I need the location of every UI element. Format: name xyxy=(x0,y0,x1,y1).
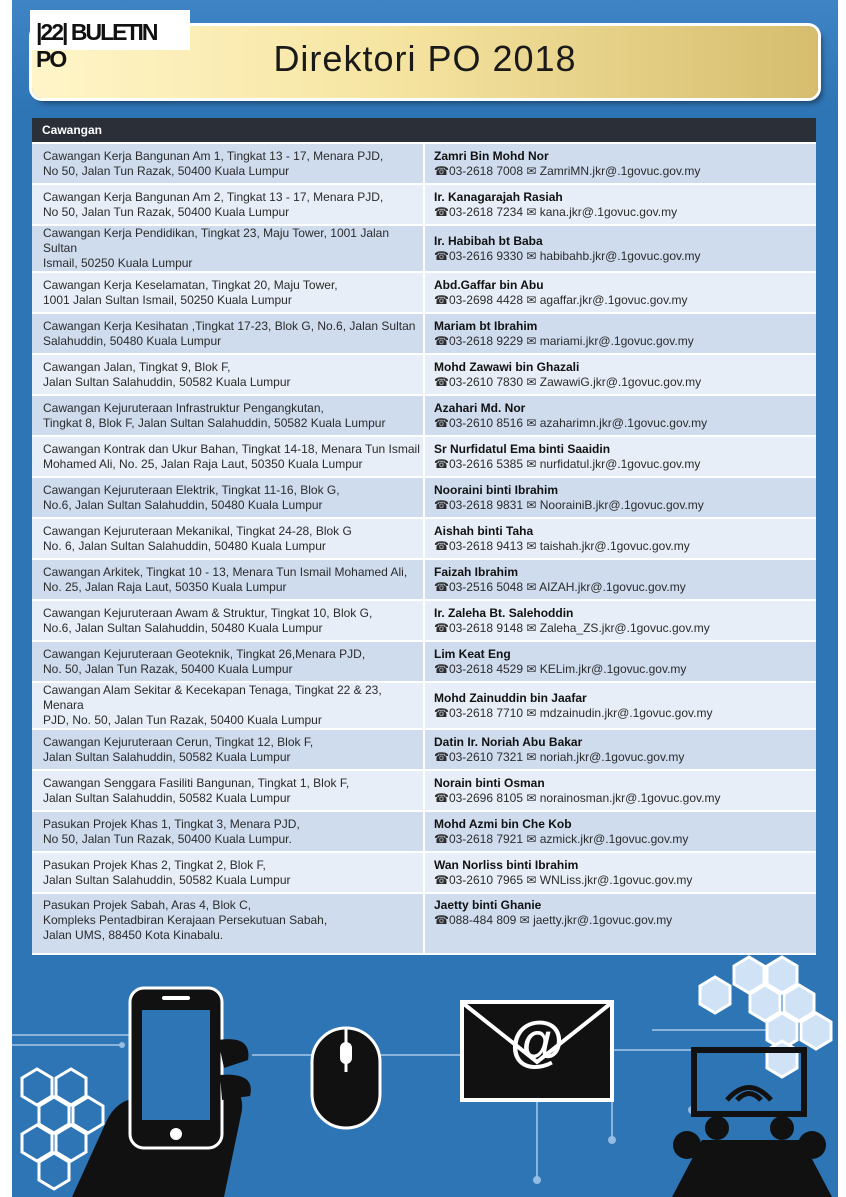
address-line: Pasukan Projek Sabah, Aras 4, Blok C, xyxy=(43,898,252,912)
branch-address-cell xyxy=(32,811,424,852)
address-line: Pasukan Projek Khas 1, Tingkat 3, Menara PJD, xyxy=(43,816,300,831)
issue-label-tab xyxy=(30,10,190,72)
address-line: Salahuddin, 50480 Kuala Lumpur xyxy=(43,333,222,348)
contact-phone-email: ☎03-2516 5048 ✉ AIZAH.jkr@.1govuc.gov.my xyxy=(434,579,686,594)
contact-phone-email: ☎03-2618 4529 ✉ KELim.jkr@.1govuc.gov.my xyxy=(434,661,687,676)
address-line: Mohamed Ali, No. 25, Jalan Raja Laut, 50350 Kuala Lumpur xyxy=(43,456,363,471)
contact-phone-email: ☎03-2618 7921 ✉ azmick.jkr@.1govuc.gov.my xyxy=(434,831,689,846)
table-row xyxy=(32,518,816,559)
branch-address-cell xyxy=(32,600,424,641)
address-line: No. 6, Jalan Sultan Salahuddin, 50480 Kuala Lumpur xyxy=(43,538,326,553)
conference-table-icon xyxy=(672,1050,832,1197)
contact-name: Faizah Ibrahim xyxy=(434,564,519,579)
contact-name: Nooraini binti Ibrahim xyxy=(434,482,559,497)
address-line: Jalan Sultan Salahuddin, 50582 Kuala Lumpur xyxy=(43,790,291,805)
address-line: Cawangan Kejuruteraan Geoteknik, Tingkat 26,Menara PJD, xyxy=(43,646,366,661)
contact-phone-email: ☎03-2696 8105 ✉ norainosman.jkr@.1govuc.gov.my xyxy=(434,790,721,805)
directory-table xyxy=(32,118,816,955)
contact-name: Zamri Bin Mohd Nor xyxy=(434,148,549,163)
table-row xyxy=(32,729,816,770)
table-row xyxy=(32,354,816,395)
table-row xyxy=(32,559,816,600)
branch-address-cell xyxy=(32,272,424,313)
address-line: Jalan Sultan Salahuddin, 50582 Kuala Lumpur xyxy=(43,374,291,389)
table-row xyxy=(32,770,816,811)
contact-phone-email: ☎03-2616 9330 ✉ habibahb.jkr@.1govuc.gov.my xyxy=(434,248,701,263)
contact-name: Ir. Zaleha Bt. Salehoddin xyxy=(434,605,574,620)
table-row xyxy=(32,313,816,354)
branch-address-cell xyxy=(32,225,424,272)
address-line: Cawangan Arkitek, Tingkat 10 - 13, Menara Tun Ismail Mohamed Ali, xyxy=(43,564,408,579)
contact-name: Aishah binti Taha xyxy=(434,523,534,538)
branch-address-cell xyxy=(32,641,424,682)
address-line: Pasukan Projek Khas 2, Tingkat 2, Blok F, xyxy=(43,857,266,872)
contact-name: Mohd Zainuddin bin Jaafar xyxy=(434,690,587,705)
address-line: No 50, Jalan Tun Razak, 50400 Kuala Lumpur xyxy=(43,204,290,219)
table-row xyxy=(32,893,816,954)
address-line: Cawangan Kerja Bangunan Am 1, Tingkat 13 - 17, Menara PJD, xyxy=(43,148,384,163)
address-line: Cawangan Kejuruteraan Awam & Struktur, Tingkat 10, Blok G, xyxy=(43,605,373,620)
table-row xyxy=(32,852,816,893)
address-line: Cawangan Senggara Fasiliti Bangunan, Tingkat 1, Blok F, xyxy=(43,775,350,790)
contact-phone-email: ☎03-2618 7234 ✉ kana.jkr@.1govuc.gov.my xyxy=(434,204,678,219)
hexagon-pattern-icon xyxy=(700,957,831,1077)
contact-cell xyxy=(424,770,816,811)
contact-name: Datin Ir. Noriah Abu Bakar xyxy=(434,734,583,749)
address-line: Cawangan Kerja Pendidikan, Tingkat 23, Maju Tower, 1001 Jalan Sultan xyxy=(43,226,390,255)
address-line: Cawangan Jalan, Tingkat 9, Blok F, xyxy=(43,359,231,374)
branch-address-cell xyxy=(32,184,424,225)
table-row xyxy=(32,477,816,518)
contact-phone-email: ☎03-2610 8516 ✉ azaharimn.jkr@.1govuc.gov.my xyxy=(434,415,708,430)
address-line: Cawangan Alam Sekitar & Kecekapan Tenaga, Tingkat 22 & 23, Menara xyxy=(43,683,382,712)
contact-name: Norain binti Osman xyxy=(434,775,545,790)
bottom-illustration xyxy=(12,950,838,1197)
address-line: Cawangan Kerja Keselamatan, Tingkat 20, Maju Tower, xyxy=(43,277,338,292)
address-line: No.6, Jalan Sultan Salahuddin, 50480 Kuala Lumpur xyxy=(43,620,323,635)
contact-phone-email: ☎088-484 809 ✉ jaetty.jkr@.1govuc.gov.my xyxy=(434,913,673,927)
address-line: Cawangan Kontrak dan Ukur Bahan, Tingkat 14-18, Menara Tun Ismail xyxy=(43,441,420,456)
address-line: Ismail, 50250 Kuala Lumpur xyxy=(43,256,193,270)
contact-name: Mohd Azmi bin Che Kob xyxy=(434,816,572,831)
table-row xyxy=(32,641,816,682)
contact-name: Ir. Kanagarajah Rasiah xyxy=(434,189,563,204)
branch-address-cell xyxy=(32,518,424,559)
address-line: Jalan Sultan Salahuddin, 50582 Kuala Lumpur xyxy=(43,749,291,764)
address-line: PJD, No. 50, Jalan Tun Razak, 50400 Kuala Lumpur xyxy=(43,713,322,727)
contact-phone-email: ☎03-2618 9831 ✉ NoorainiB.jkr@.1govuc.gov.my xyxy=(434,497,704,512)
table-row xyxy=(32,225,816,272)
computer-mouse-icon xyxy=(312,1028,380,1128)
contact-cell xyxy=(424,143,816,184)
address-line: Cawangan Kerja Kesihatan ,Tingkat 17-23, Blok G, No.6, Jalan Sultan xyxy=(43,318,416,333)
branch-address-cell xyxy=(32,852,424,893)
address-line: Cawangan Kejuruteraan Mekanikal, Tingkat 24-28, Blok G xyxy=(43,523,352,538)
contact-cell xyxy=(424,518,816,559)
table-row xyxy=(32,272,816,313)
contact-name: Ir. Habibah bt Baba xyxy=(434,233,543,248)
smartphone-in-hand-icon xyxy=(72,988,251,1197)
address-line: 1001 Jalan Sultan Ismail, 50250 Kuala Lumpur xyxy=(43,292,292,307)
contact-phone-email: ☎03-2618 9229 ✉ mariami.jkr@.1govuc.gov.my xyxy=(434,333,694,348)
address-line: Cawangan Kerja Bangunan Am 2, Tingkat 13 - 17, Menara PJD, xyxy=(43,189,384,204)
contact-cell xyxy=(424,225,816,272)
column-header: Cawangan xyxy=(32,118,816,143)
page-background xyxy=(12,0,838,1197)
address-line: No. 50, Jalan Tun Razak, 50400 Kuala Lumpur xyxy=(43,661,293,676)
table-row xyxy=(32,811,816,852)
page-title: Direktori PO 2018 xyxy=(273,38,577,79)
contact-cell xyxy=(424,354,816,395)
contact-cell xyxy=(424,313,816,354)
svg-text:@: @ xyxy=(509,1009,565,1072)
contact-cell xyxy=(424,893,816,954)
contact-phone-email: ☎03-2618 9413 ✉ taishah.jkr@.1govuc.gov.my xyxy=(434,538,690,553)
table-row xyxy=(32,143,816,184)
address-line: Jalan Sultan Salahuddin, 50582 Kuala Lumpur xyxy=(43,872,291,887)
branch-address-cell xyxy=(32,559,424,600)
table-row xyxy=(32,436,816,477)
contact-name: Wan Norliss binti Ibrahim xyxy=(434,857,579,872)
address-line: Cawangan Kejuruteraan Infrastruktur Pengangkutan, xyxy=(43,400,324,415)
contact-cell xyxy=(424,729,816,770)
branch-address-cell xyxy=(32,354,424,395)
contact-phone-email: ☎03-2618 9148 ✉ Zaleha_ZS.jkr@.1govuc.gov.my xyxy=(434,620,710,635)
table-row xyxy=(32,395,816,436)
contact-phone-email: ☎03-2610 7830 ✉ ZawawiG.jkr@.1govuc.gov.my xyxy=(434,374,702,389)
branch-address-cell xyxy=(32,477,424,518)
contact-name: Azahari Md. Nor xyxy=(434,400,526,415)
branch-address-cell xyxy=(32,682,424,729)
contact-name: Jaetty binti Ghanie xyxy=(434,898,542,912)
contact-phone-email: ☎03-2610 7965 ✉ WNLiss.jkr@.1govuc.gov.my xyxy=(434,872,693,887)
contact-cell xyxy=(424,436,816,477)
contact-cell xyxy=(424,682,816,729)
contact-cell xyxy=(424,559,816,600)
branch-address-cell xyxy=(32,143,424,184)
email-envelope-icon xyxy=(462,1002,612,1100)
contact-cell xyxy=(424,811,816,852)
contact-cell xyxy=(424,641,816,682)
table-row xyxy=(32,600,816,641)
contact-name: Mariam bt Ibrahim xyxy=(434,318,538,333)
address-line: Kompleks Pentadbiran Kerajaan Persekutuan Sabah, xyxy=(43,913,328,927)
contact-cell xyxy=(424,600,816,641)
branch-address-cell xyxy=(32,770,424,811)
contact-cell xyxy=(424,852,816,893)
issue-label: |22| BULETIN PO xyxy=(36,19,157,72)
table-row xyxy=(32,682,816,729)
contact-cell xyxy=(424,272,816,313)
address-line: Jalan UMS, 88450 Kota Kinabalu. xyxy=(43,928,224,942)
address-line: Cawangan Kejuruteraan Elektrik, Tingkat 11-16, Blok G, xyxy=(43,482,340,497)
contact-phone-email: ☎03-2616 5385 ✉ nurfidatul.jkr@.1govuc.gov.my xyxy=(434,456,701,471)
contact-name: Mohd Zawawi bin Ghazali xyxy=(434,359,580,374)
contact-cell xyxy=(424,477,816,518)
branch-address-cell xyxy=(32,729,424,770)
table-row xyxy=(32,184,816,225)
branch-address-cell xyxy=(32,395,424,436)
branch-address-cell xyxy=(32,436,424,477)
contact-phone-email: ☎03-2698 4428 ✉ agaffar.jkr@.1govuc.gov.my xyxy=(434,292,688,307)
contact-name: Sr Nurfidatul Ema binti Saaidin xyxy=(434,441,611,456)
contact-cell xyxy=(424,184,816,225)
table-header-row xyxy=(32,118,816,143)
address-line: Tingkat 8, Blok F, Jalan Sultan Salahuddin, 50582 Kuala Lumpur xyxy=(43,415,386,430)
contact-phone-email: ☎03-2610 7321 ✉ noriah.jkr@.1govuc.gov.my xyxy=(434,749,685,764)
branch-address-cell xyxy=(32,313,424,354)
address-line: No 50, Jalan Tun Razak, 50400 Kuala Lumpur. xyxy=(43,831,292,846)
contact-cell xyxy=(424,395,816,436)
contact-phone-email: ☎03-2618 7710 ✉ mdzainudin.jkr@.1govuc.gov.my xyxy=(434,705,713,720)
contact-name: Abd.Gaffar bin Abu xyxy=(434,277,544,292)
address-line: No 50, Jalan Tun Razak, 50400 Kuala Lumpur xyxy=(43,163,290,178)
contact-phone-email: ☎03-2618 7008 ✉ ZamriMN.jkr@.1govuc.gov.my xyxy=(434,163,701,178)
branch-address-cell xyxy=(32,893,424,954)
address-line: Cawangan Kejuruteraan Cerun, Tingkat 12, Blok F, xyxy=(43,734,314,749)
address-line: No. 25, Jalan Raja Laut, 50350 Kuala Lumpur xyxy=(43,579,287,594)
contact-name: Lim Keat Eng xyxy=(434,646,511,661)
table-body xyxy=(32,143,816,954)
address-line: No.6, Jalan Sultan Salahuddin, 50480 Kuala Lumpur xyxy=(43,497,323,512)
